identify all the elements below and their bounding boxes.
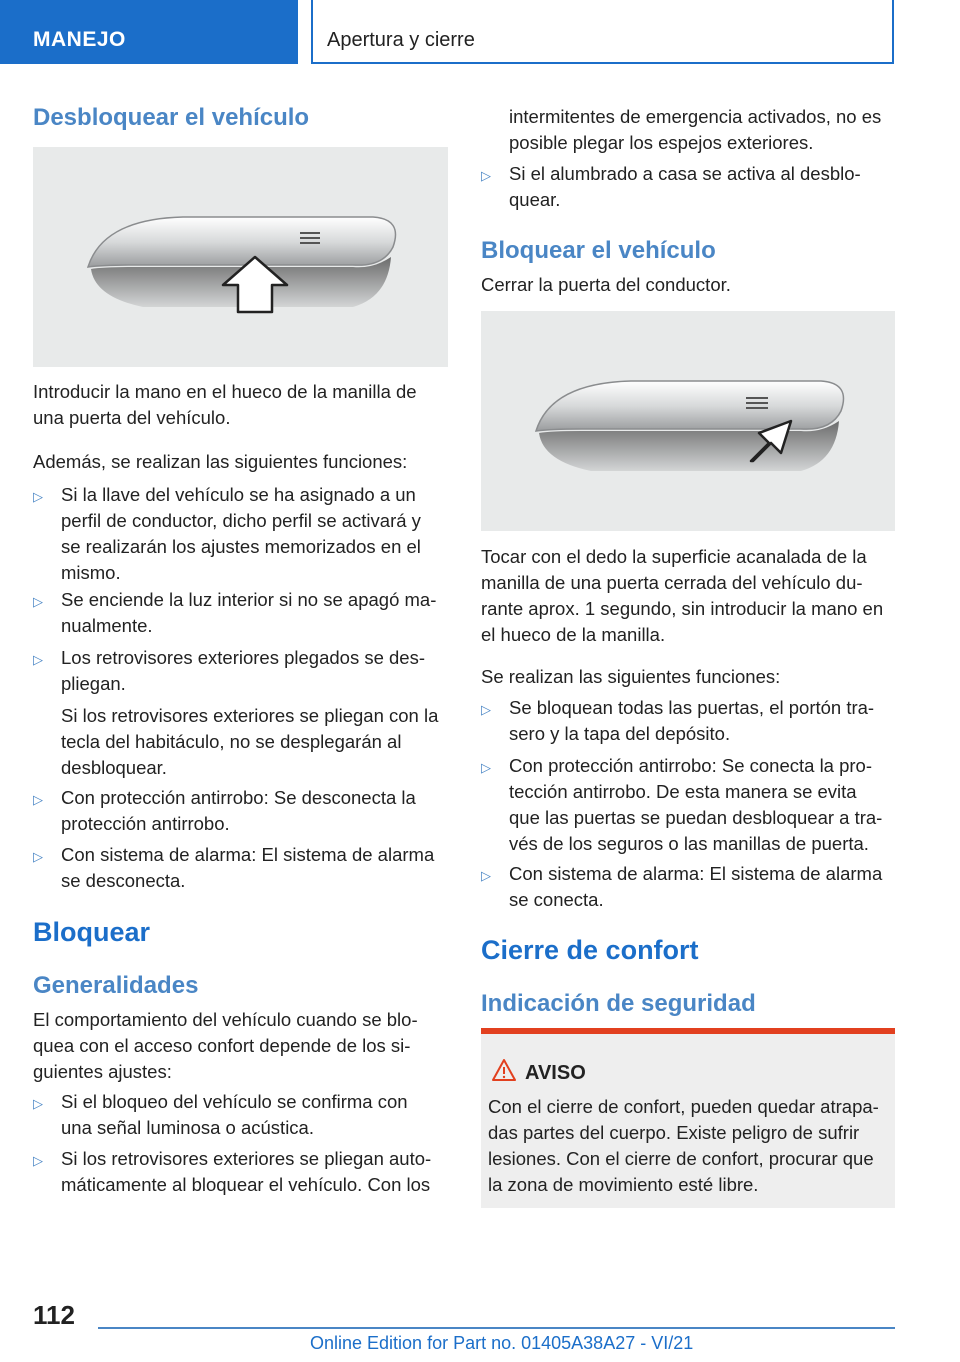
text-line: Tocar con el dedo la superficie acanalada de la [481,546,867,567]
list-item [33,645,449,697]
text-line: das partes del cuerpo. Existe peligro de sufrir [488,1122,860,1143]
list-item [481,695,895,747]
bullet-icon: ▷ [481,702,491,717]
section-title: MANEJO [33,28,126,51]
text-line: Con protección antirrobo: Se conecta la pro- [509,755,873,776]
list-item [33,482,449,586]
text-line: quear. [509,189,561,210]
text-line: El comportamiento del vehículo cuando se blo- [33,1009,418,1030]
text-line: Se enciende la luz interior si no se apagó ma- [61,589,437,610]
text-line: manilla de una puerta cerrada del vehículo du- [481,572,863,593]
text-line: tección antirrobo. De esta manera se evita [509,781,857,802]
page-number: 112 [33,1300,75,1330]
chapter-title: Apertura y cierre [327,29,475,51]
warning-triangle-icon [491,1058,517,1082]
bullet-icon: ▷ [481,760,491,775]
text-line: se desconecta. [61,870,186,891]
text-line: perfil de conductor, dicho perfil se activará y [61,510,421,531]
list-item [481,753,895,857]
text-line: intermitentes de emergencia activados, no es [509,106,882,127]
bullet-icon: ▷ [33,652,43,667]
bullet-icon: ▷ [33,1153,43,1168]
bullet-icon: ▷ [33,594,43,609]
warning-title: AVISO [525,1062,586,1084]
door-handle-lock-figure [481,311,895,531]
text-line: Con sistema de alarma: El sistema de alarma [61,844,435,865]
paragraph-insert-hand [33,379,449,431]
door-handle-unlock-illustration [33,147,448,367]
text-line: Con el cierre de confort, pueden quedar atrapa- [488,1096,879,1117]
footer-divider [98,1327,895,1329]
warning-box [481,1028,895,1208]
text-line: Si los retrovisores exteriores se pliegan auto- [61,1148,432,1169]
text-line: lesiones. Con el cierre de confort, procurar que [488,1148,874,1169]
text-line: sero y la tapa del depósito. [509,723,731,744]
chapter-tab [311,0,894,64]
text-line: nualmente. [61,615,153,636]
text-line: Si los retrovisores exteriores se pliegan con la [61,705,439,726]
list-item [481,861,895,913]
text-line: Con sistema de alarma: El sistema de alarma [509,863,883,884]
bullet-icon: ▷ [33,792,43,807]
door-handle-lock-illustration [481,311,895,531]
text-line: máticamente al bloquear el vehículo. Con los [61,1174,431,1195]
bullet-icon: ▷ [33,489,43,504]
list-item [481,161,895,213]
text-line: una puerta del vehículo. [33,407,231,428]
paragraph-functions: Además, se realizan las siguientes funciones: [33,451,408,472]
door-handle-unlock-figure [33,147,448,367]
text-line: protección antirrobo. [61,813,230,834]
section-tab [0,0,298,64]
text-line: Con protección antirrobo: Se desconecta la [61,787,416,808]
paragraph-functions: Se realizan las siguientes funciones: [481,666,781,687]
text-line: una señal luminosa o acústica. [61,1117,314,1138]
paragraph-touch-handle [481,544,895,648]
text-line: se conecta. [509,889,604,910]
text-line: posible plegar los espejos exteriores. [509,132,814,153]
text-line: Si el bloqueo del vehículo se confirma con [61,1091,408,1112]
text-line: que las puertas se puedan desbloquear a tra- [509,807,883,828]
bullet-icon: ▷ [481,868,491,883]
heading-lock-vehicle: Bloquear el vehículo [481,237,716,264]
list-item-continued [481,104,895,156]
text-line: el hueco de la manilla. [481,624,666,645]
text-line: rante aprox. 1 segundo, sin introducir la mano en [481,598,884,619]
warning-text [488,1094,888,1198]
heading-general: Generalidades [33,972,199,999]
heading-safety-note: Indicación de seguridad [481,990,756,1017]
text-line: desbloquear. [61,757,167,778]
text-line: tecla del habitáculo, no se desplegarán al [61,731,402,752]
text-line: quea con el acceso confort depende de los si- [33,1035,411,1056]
heading-lock: Bloquear [33,917,151,947]
text-line: mismo. [61,562,121,583]
text-line: Si el alumbrado a casa se activa al desblo- [509,163,861,184]
list-item [33,842,449,894]
list-item [33,1089,449,1141]
list-item [33,587,449,639]
text-line: la zona de movimiento esté libre. [488,1174,759,1195]
bullet-icon: ▷ [33,1096,43,1111]
text-line: pliegan. [61,673,126,694]
text-line: Se bloquean todas las puertas, el portón tra- [509,697,875,718]
bullet-icon: ▷ [33,849,43,864]
heading-unlock-vehicle: Desbloquear el vehículo [33,104,310,131]
list-item [33,785,449,837]
bullet-icon: ▷ [481,168,491,183]
text-line: Los retrovisores exteriores plegados se des- [61,647,426,668]
heading-comfort-lock: Cierre de confort [481,935,699,965]
paragraph-close-door: Cerrar la puerta del conductor. [481,274,731,295]
text-line: Introducir la mano en el hueco de la manilla de [33,381,417,402]
text-line: vés de los seguros o las manillas de puerta. [509,833,869,854]
text-line: Si la llave del vehículo se ha asignado a un [61,484,416,505]
paragraph-general [33,1007,449,1085]
text-line: se realizarán los ajustes memorizados en el [61,536,421,557]
list-item [33,1146,449,1198]
list-item-sub-note [33,703,449,781]
text-line: guientes ajustes: [33,1061,172,1082]
footer-edition: Online Edition for Part no. 01405A38A27 - VI/21 [310,1333,694,1353]
